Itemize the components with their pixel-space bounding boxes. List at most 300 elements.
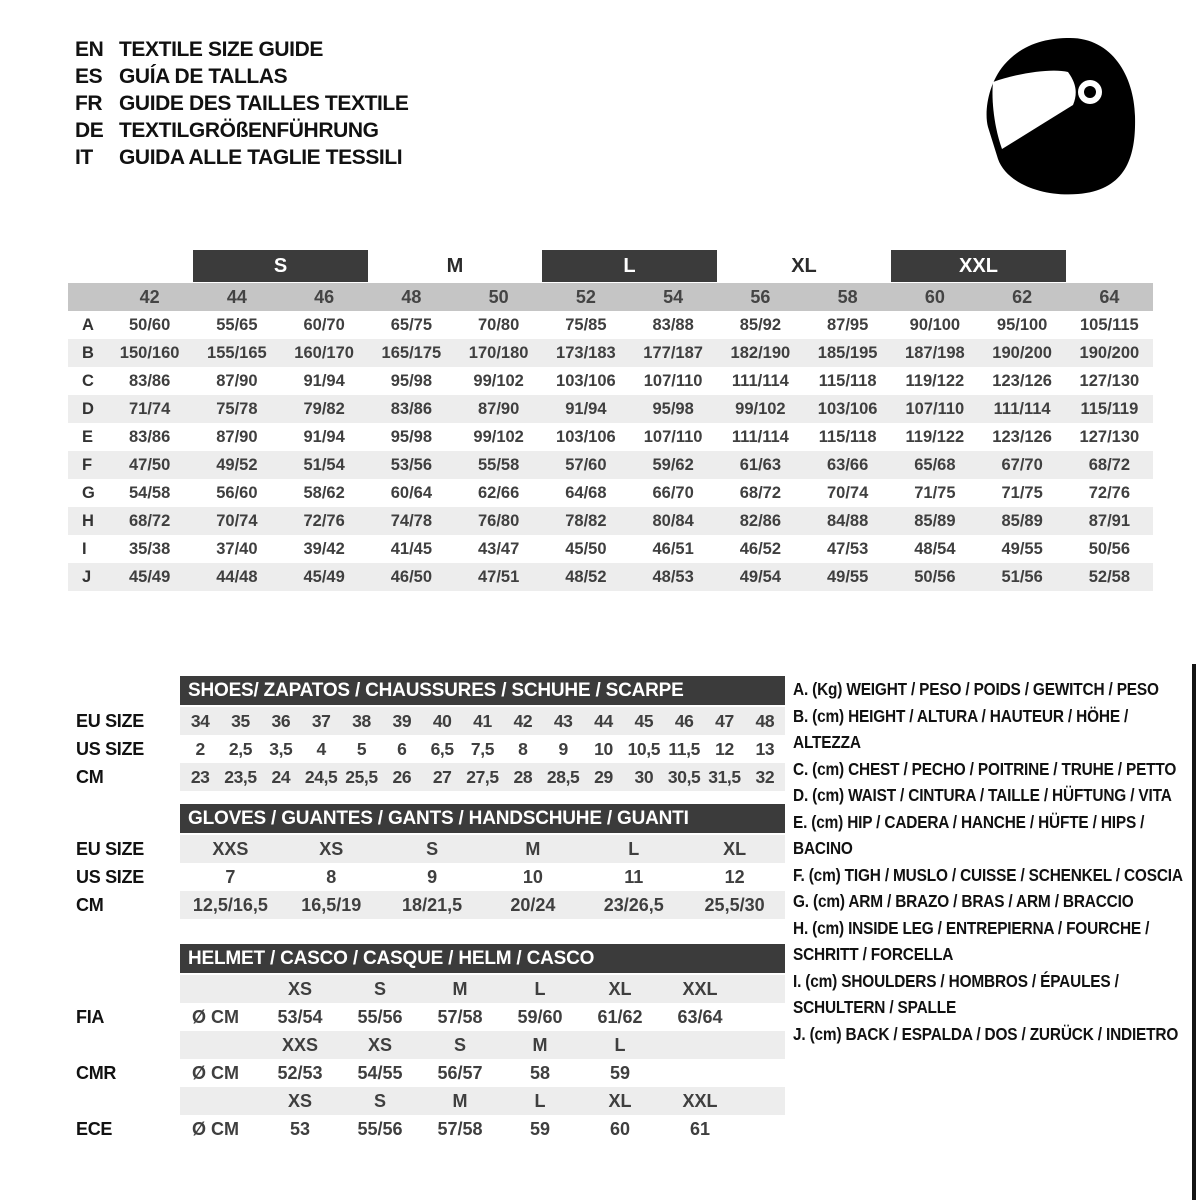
measure-value: 95/100: [996, 316, 1048, 334]
gloves-value: 16,5/19: [301, 894, 362, 915]
measure-value: 52/58: [1088, 568, 1131, 586]
measure-value: 177/187: [643, 344, 703, 362]
measure-value: 85/92: [739, 316, 782, 334]
helmet-size-label: XL: [608, 978, 632, 999]
shoes-value: 36: [271, 710, 291, 731]
shoes-title: SHOES/ ZAPATOS / CHAUSSURES / SCHUHE / SCARPE: [180, 676, 785, 705]
gloves-value: M: [525, 838, 541, 859]
legend-item: D. (cm) WAIST / CINTURA / TAILLE / HÜFTUNG / VITA: [793, 785, 1172, 805]
shoes-value: 28: [513, 766, 533, 787]
language-row: [75, 117, 408, 144]
measure-value: 99/102: [735, 400, 786, 418]
measure-value: 87/95: [826, 316, 869, 334]
shoes-row-values: [180, 763, 785, 791]
measure-value: 83/86: [390, 400, 433, 418]
language-code: DE: [75, 118, 104, 142]
measure-value: 190/200: [992, 344, 1052, 362]
measure-value: 46/50: [390, 568, 433, 586]
gloves-row-label: US SIZE: [76, 866, 144, 887]
measure-value: 165/175: [381, 344, 442, 362]
measure-value: 173/183: [556, 344, 616, 362]
gloves-row-values: [180, 863, 785, 891]
spacer: [70, 975, 180, 1003]
measure-value: 50/56: [914, 568, 956, 586]
helmet-value: 61: [689, 1118, 711, 1139]
helmet-value: 55/56: [357, 1118, 403, 1139]
helmet-sizes: [180, 1087, 785, 1115]
row-letter: F: [82, 456, 93, 474]
measure-row: [68, 563, 1153, 591]
size-number-header: 56: [750, 287, 771, 307]
helmet-values-row: [70, 1059, 785, 1087]
shoes-value: 32: [755, 766, 775, 787]
measure-value: 82/86: [739, 512, 782, 530]
helmet-values: [180, 1115, 785, 1143]
measure-value: 115/118: [818, 428, 877, 446]
helmet-standard-label: ECE: [76, 1118, 113, 1139]
measure-row: [68, 479, 1153, 507]
measure-value: 75/78: [216, 400, 258, 418]
measure-value: 91/94: [303, 372, 345, 390]
measure-value: 54/58: [128, 484, 171, 502]
language-code: FR: [75, 91, 103, 115]
shoes-value: 5: [356, 738, 367, 759]
measure-value: 119/122: [905, 372, 965, 390]
measure-value: 103/106: [556, 372, 616, 390]
helmet-value: 58: [529, 1062, 551, 1083]
measure-value: 90/100: [909, 316, 961, 334]
legend-item: A. (Kg) WEIGHT / PESO / POIDS / GEWITCH / PESO: [793, 679, 1159, 699]
shoes-value: 11,5: [668, 738, 700, 759]
legend-item: C. (cm) CHEST / PECHO / POITRINE / TRUHE / PETTO: [793, 758, 1177, 779]
measure-value: 60/64: [390, 484, 433, 502]
shoes-value: 9: [558, 738, 568, 759]
size-number-header: 46: [314, 287, 335, 307]
measure-value: 51/56: [1001, 568, 1043, 586]
helmet-value: 53/54: [277, 1006, 323, 1027]
measure-value: 37/40: [216, 540, 258, 558]
measure-row: [68, 311, 1153, 339]
measurement-legend: [793, 676, 1193, 1047]
shoes-title-row: [70, 676, 785, 705]
measure-value: 55/58: [477, 456, 520, 474]
measure-value: 72/76: [1088, 484, 1131, 502]
shoes-value: 10,5: [627, 738, 661, 759]
gloves-size-table: [70, 804, 785, 919]
measure-value: 35/38: [128, 540, 171, 558]
legend-item: F. (cm) TIGH / MUSLO / CUISSE / SCHENKEL / COSCIA: [793, 864, 1183, 885]
shoes-value: 23: [190, 766, 210, 787]
shoes-value: 42: [513, 710, 533, 731]
legend-item: G. (cm) ARM / BRAZO / BRAS / ARM / BRACCIO: [793, 891, 1134, 911]
spacer: [70, 676, 180, 705]
measure-value: 187/198: [905, 344, 965, 362]
helmet-value: 59: [529, 1118, 551, 1139]
size-number-header: 62: [1012, 287, 1033, 307]
measure-value: 83/88: [652, 316, 694, 334]
measure-value: 48/52: [565, 568, 607, 586]
shoes-value: 46: [674, 710, 694, 731]
measure-value: 150/160: [119, 344, 180, 362]
helmet-sizes-row: [70, 975, 785, 1003]
measure-value: 70/74: [216, 512, 258, 530]
gloves-row: [70, 835, 785, 863]
measure-value: 48/54: [914, 540, 956, 558]
shoes-value: 28,5: [546, 766, 580, 787]
measure-value: 45/49: [128, 568, 171, 586]
measure-value: 62/66: [477, 484, 520, 502]
shoes-value: 35: [231, 710, 250, 731]
measure-value: 49/52: [216, 456, 258, 474]
helmet-value: 55/56: [357, 1006, 403, 1027]
gloves-title-row: [70, 804, 785, 833]
measure-value: 59/62: [652, 456, 694, 474]
right-edge-line: [1192, 664, 1196, 1200]
helmet-value: 54/55: [357, 1062, 403, 1083]
size-group-label: M: [446, 254, 464, 277]
helmet-size-label: XXS: [281, 1034, 319, 1055]
measure-value: 83/86: [128, 372, 171, 390]
gloves-value: 7: [225, 866, 236, 887]
helmet-values: [180, 1003, 785, 1031]
measure-value: 87/91: [1088, 512, 1131, 530]
measure-value: 50/60: [128, 316, 171, 334]
helmet-size-label: L: [534, 978, 546, 999]
diameter-cm-label: Ø CM: [192, 1062, 239, 1083]
gloves-value: 12: [724, 866, 745, 887]
measure-value: 103/106: [556, 428, 616, 446]
helmet-value: 61/62: [597, 1006, 643, 1027]
shoes-value: 7,5: [470, 738, 495, 759]
size-number-header: 64: [1099, 287, 1120, 307]
measure-value: 47/50: [128, 456, 171, 474]
measure-rows: [68, 311, 1153, 591]
gloves-value: XXS: [212, 838, 249, 859]
size-number-header: 60: [924, 287, 945, 307]
size-number-header: 42: [139, 287, 160, 307]
helmet-values: [180, 1059, 785, 1087]
spacer: [70, 1087, 180, 1115]
gloves-value: 23/26,5: [603, 894, 664, 915]
gloves-value: 25,5/30: [704, 894, 765, 915]
gloves-value: 12,5/16,5: [192, 894, 268, 915]
measure-value: 44/48: [216, 568, 258, 586]
measure-value: 99/102: [473, 428, 524, 446]
language-title-list: [75, 36, 408, 171]
shoes-value: 8: [518, 738, 528, 759]
gloves-value: 8: [326, 866, 337, 887]
helmet-size-label: S: [453, 1034, 466, 1055]
shoes-row-values: [180, 707, 785, 735]
language-title: GUIDE DES TAILLES TEXTILE: [119, 91, 409, 115]
measure-value: 61/63: [739, 456, 782, 474]
shoes-value: 41: [473, 710, 492, 731]
size-group-label: S: [193, 250, 368, 282]
gloves-row: [70, 863, 785, 891]
shoes-value: 2: [195, 738, 205, 759]
shoes-value: 43: [553, 710, 573, 731]
legend-item: I. (cm) SHOULDERS / HOMBROS / ÉPAULES / SCHULTERN / SPALLE: [793, 970, 1119, 1017]
row-letter: G: [82, 484, 95, 502]
measure-value: 53/56: [390, 456, 433, 474]
measure-row: [68, 507, 1153, 535]
measure-value: 85/89: [914, 512, 956, 530]
helmet-value: 63/64: [677, 1006, 723, 1027]
shoes-value: 40: [432, 710, 452, 731]
gloves-value: XS: [319, 838, 344, 859]
shoes-value: 30: [634, 766, 654, 787]
measure-value: 160/170: [294, 344, 354, 362]
legend-item: B. (cm) HEIGHT / ALTURA / HAUTEUR / HÖHE / ALTEZZA: [793, 705, 1129, 752]
measure-value: 111/114: [993, 400, 1051, 418]
measure-value: 80/84: [652, 512, 694, 530]
shoes-value: 6,5: [430, 738, 454, 759]
measure-row: [68, 535, 1153, 563]
helmet-sizes: [180, 1031, 785, 1059]
measure-value: 58/62: [303, 484, 345, 502]
shoes-value: 38: [352, 710, 371, 731]
helmet-value: 59/60: [517, 1006, 563, 1027]
shoes-value: 23,5: [224, 766, 257, 787]
row-letter: A: [82, 316, 94, 334]
legend-item: E. (cm) HIP / CADERA / HANCHE / HÜFTE / HIPS / BACINO: [793, 811, 1145, 858]
measure-value: 63/66: [826, 456, 869, 474]
measure-value: 103/106: [817, 400, 878, 418]
shoes-value: 26: [392, 766, 412, 787]
measure-row: [68, 423, 1153, 451]
helmet-value: 57/58: [437, 1006, 483, 1027]
row-letter: C: [82, 372, 94, 390]
measure-value: 46/52: [739, 540, 782, 558]
row-letter: E: [82, 428, 94, 446]
measure-value: 64/68: [565, 484, 607, 502]
measure-value: 91/94: [565, 400, 607, 418]
language-title: GUIDA ALLE TAGLIE TESSILI: [119, 145, 403, 169]
measure-value: 55/65: [216, 316, 258, 334]
helmet-size-label: XS: [287, 1090, 312, 1111]
helmet-title: HELMET / CASCO / CASQUE / HELM / CASCO: [180, 944, 785, 973]
measure-value: 123/126: [992, 372, 1052, 390]
measure-value: 60/70: [303, 316, 345, 334]
measure-value: 47/53: [826, 540, 869, 558]
shoes-value: 39: [392, 710, 412, 731]
measure-value: 39/42: [303, 540, 345, 558]
measure-value: 72/76: [303, 512, 345, 530]
measure-value: 45/50: [565, 540, 607, 558]
measure-value: 47/51: [477, 568, 520, 586]
language-row: [75, 144, 408, 171]
measure-row: [68, 367, 1153, 395]
measure-value: 87/90: [216, 428, 258, 446]
gloves-value: 18/21,5: [402, 894, 463, 915]
shoes-row-label: CM: [76, 766, 104, 787]
gloves-value: 20/24: [510, 894, 556, 915]
gloves-value: XL: [723, 838, 747, 859]
helmet-standard-label: FIA: [76, 1006, 105, 1027]
measure-value: 115/119: [1080, 400, 1139, 418]
measure-value: 68/72: [739, 484, 782, 502]
shoes-value: 24: [271, 766, 291, 787]
shoes-value: 47: [715, 710, 734, 731]
size-group-label: L: [542, 250, 717, 282]
language-row: [75, 63, 408, 90]
gloves-row-values: [180, 891, 785, 919]
size-group-label: XL: [791, 254, 817, 277]
helmet-size-label: M: [532, 1034, 548, 1055]
shoes-value: 27,5: [466, 766, 499, 787]
measure-value: 123/126: [992, 428, 1052, 446]
size-group-row: [68, 250, 1153, 282]
shoes-value: 13: [755, 738, 775, 759]
gloves-row-label: CM: [76, 894, 104, 915]
measure-value: 87/90: [216, 372, 258, 390]
helmet-size-label: L: [614, 1034, 626, 1055]
size-group-label: XXL: [891, 250, 1066, 282]
measure-value: 46/51: [652, 540, 694, 558]
size-number-header: 48: [401, 287, 422, 307]
measure-value: 115/118: [818, 372, 877, 390]
size-number-header: 52: [575, 287, 596, 307]
shoes-value: 12: [715, 738, 734, 759]
gloves-value: 11: [624, 866, 644, 887]
measure-value: 49/54: [739, 568, 782, 586]
helmet-size-label: M: [452, 1090, 468, 1111]
helmet-value: 57/58: [437, 1118, 483, 1139]
measure-value: 76/80: [477, 512, 520, 530]
measure-value: 185/195: [817, 344, 878, 362]
measure-value: 95/98: [390, 372, 433, 390]
row-letter: D: [82, 400, 94, 418]
helmet-size-table: [70, 944, 785, 1143]
helmet-size-label: S: [373, 978, 386, 999]
row-letter: J: [82, 568, 92, 586]
helmet-sizes: [180, 975, 785, 1003]
language-code: ES: [75, 64, 103, 88]
gloves-row-values: [180, 835, 785, 863]
shoes-value: 6: [397, 738, 407, 759]
helmet-size-label: XXL: [682, 978, 718, 999]
helmet-values-row: [70, 1115, 785, 1143]
shoes-value: 4: [316, 738, 326, 759]
helmet-size-label: L: [534, 1090, 546, 1111]
helmet-value: 56/57: [437, 1062, 483, 1083]
measure-value: 71/75: [914, 484, 956, 502]
gloves-title: GLOVES / GUANTES / GANTS / HANDSCHUHE / GUANTI: [180, 804, 785, 833]
spacer: [70, 944, 180, 973]
measure-value: 190/200: [1079, 344, 1140, 362]
shoes-row-values: [180, 735, 785, 763]
gloves-value: 10: [522, 866, 543, 887]
helmet-standard-label: CMR: [76, 1062, 117, 1083]
measure-value: 105/115: [1080, 316, 1139, 334]
diameter-cm-label: Ø CM: [192, 1006, 239, 1027]
language-row: [75, 36, 408, 63]
shoes-value: 29: [594, 766, 613, 787]
shoes-value: 25,5: [345, 766, 378, 787]
helmet-sizes-row: [70, 1087, 785, 1115]
helmet-value: 59: [609, 1062, 631, 1083]
measure-value: 65/68: [914, 456, 956, 474]
measure-value: 78/82: [565, 512, 607, 530]
legend-item: J. (cm) BACK / ESPALDA / DOS / ZURÜCK / INDIETRO: [793, 1023, 1179, 1044]
measure-row: [68, 451, 1153, 479]
measure-value: 107/110: [905, 400, 965, 418]
helmet-size-label: S: [373, 1090, 386, 1111]
measure-value: 95/98: [652, 400, 694, 418]
shoes-value: 34: [190, 710, 210, 731]
measure-value: 74/78: [390, 512, 433, 530]
size-number-header: 58: [837, 287, 858, 307]
language-title: TEXTILGRÖßENFÜHRUNG: [119, 118, 379, 142]
measure-value: 70/80: [477, 316, 520, 334]
gloves-value: L: [628, 838, 640, 859]
diameter-cm-label: Ø CM: [192, 1118, 239, 1139]
language-code: IT: [75, 145, 93, 169]
measure-value: 43/47: [477, 540, 520, 558]
helmet-size-label: XXL: [682, 1090, 718, 1111]
measure-value: 111/114: [731, 428, 789, 446]
language-title: TEXTILE SIZE GUIDE: [119, 37, 323, 61]
measure-value: 67/70: [1001, 456, 1043, 474]
legend-item: H. (cm) INSIDE LEG / ENTREPIERNA / FOURCHE / SCHRITT / FORCELLA: [793, 917, 1150, 964]
gloves-row: [70, 891, 785, 919]
measure-value: 57/60: [565, 456, 607, 474]
measure-value: 48/53: [652, 568, 694, 586]
measure-row: [68, 395, 1153, 423]
helmet-size-label: XS: [287, 978, 312, 999]
measure-value: 95/98: [390, 428, 433, 446]
shoes-row-label: US SIZE: [76, 738, 144, 759]
measure-value: 85/89: [1001, 512, 1043, 530]
shoes-row-label: EU SIZE: [76, 710, 144, 731]
measure-value: 68/72: [1088, 456, 1131, 474]
shoes-row: [70, 735, 785, 763]
measure-value: 71/74: [128, 400, 171, 418]
helmet-size-label: XS: [367, 1034, 392, 1055]
measure-value: 75/85: [565, 316, 607, 334]
size-number-header: 44: [226, 287, 247, 307]
measure-value: 45/49: [303, 568, 345, 586]
shoes-row: [70, 707, 785, 735]
row-letter: H: [82, 512, 94, 530]
gloves-row-label: EU SIZE: [76, 838, 144, 859]
shoes-value: 48: [755, 710, 775, 731]
measure-value: 127/130: [1079, 372, 1140, 390]
measure-value: 65/75: [390, 316, 433, 334]
language-row: [75, 90, 408, 117]
measure-value: 50/56: [1088, 540, 1131, 558]
shoes-value: 37: [311, 710, 331, 731]
shoes-value: 10: [594, 738, 613, 759]
shoes-value: 2,5: [228, 738, 253, 759]
size-number-header: 50: [488, 287, 509, 307]
helmet-value: 60: [609, 1118, 631, 1139]
spacer: [70, 1031, 180, 1059]
shoes-row: [70, 763, 785, 791]
measure-value: 170/180: [468, 344, 529, 362]
measure-value: 83/86: [128, 428, 171, 446]
measure-value: 107/110: [643, 372, 703, 390]
measure-value: 111/114: [731, 372, 789, 390]
measure-value: 119/122: [905, 428, 965, 446]
gloves-value: 9: [427, 866, 438, 887]
measure-value: 56/60: [216, 484, 258, 502]
measure-value: 49/55: [1001, 540, 1043, 558]
helmet-value: 52/53: [277, 1062, 323, 1083]
shoes-value: 45: [634, 710, 654, 731]
size-number-header-row: [68, 283, 1153, 311]
helmet-value: 53: [289, 1118, 311, 1139]
